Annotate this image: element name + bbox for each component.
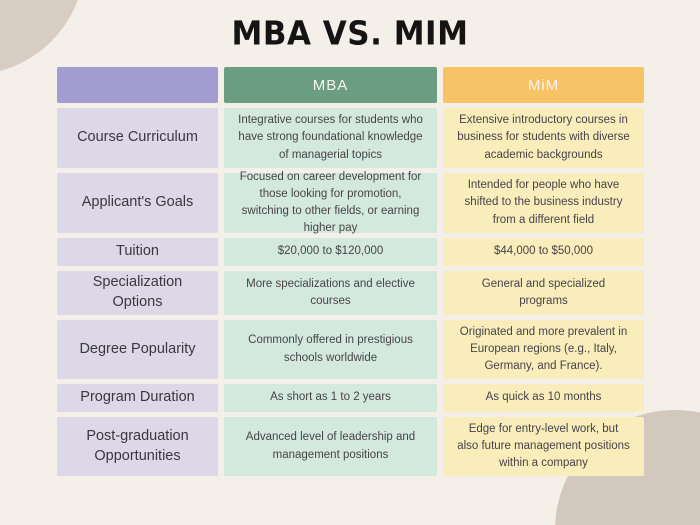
mba-applicants-goals: Focused on career development for those looking for promotion, switching to other fields, or earning higher pay: [224, 173, 437, 233]
mba-tuition: $20,000 to $120,000: [224, 238, 437, 266]
mba-post-graduation-opportunities: Advanced level of leadership and management positions: [224, 417, 437, 476]
page-title: MBA VS. MIM: [231, 15, 469, 53]
row-label-applicants-goals: Applicant's Goals: [57, 173, 218, 233]
row-label-post-graduation-opportunities: Post-graduation Opportunities: [57, 417, 218, 476]
row-label-degree-popularity: Degree Popularity: [57, 320, 218, 379]
mim-specialization-options: General and specialized programs: [443, 271, 644, 315]
mba-course-curriculum: Integrative courses for students who have strong foundational knowledge of managerial topics: [224, 108, 437, 168]
mim-applicants-goals: Intended for people who have shifted to the business industry from a different field: [443, 173, 644, 233]
mim-program-duration: As quick as 10 months: [443, 384, 644, 412]
mim-course-curriculum: Extensive introductory courses in business for students with diverse academic backgrounds: [443, 108, 644, 168]
mba-specialization-options: More specializations and elective courses: [224, 271, 437, 315]
mim-degree-popularity: Originated and more prevalent in European regions (e.g., Italy, Germany, and France).: [443, 320, 644, 379]
mim-tuition: $44,000 to $50,000: [443, 238, 644, 266]
row-label-course-curriculum: Course Curriculum: [57, 108, 218, 168]
row-label-program-duration: Program Duration: [57, 384, 218, 412]
mba-degree-popularity: Commonly offered in prestigious schools worldwide: [224, 320, 437, 379]
mba-program-duration: As short as 1 to 2 years: [224, 384, 437, 412]
header-mba: MBA: [224, 67, 437, 103]
header-blank-cell: [57, 67, 218, 103]
header-mim: MiM: [443, 67, 644, 103]
row-label-tuition: Tuition: [57, 238, 218, 266]
mim-post-graduation-opportunities: Edge for entry-level work, but also future management positions within a company: [443, 417, 644, 476]
row-label-specialization-options: Specialization Options: [57, 271, 218, 315]
comparison-table: [57, 67, 644, 476]
